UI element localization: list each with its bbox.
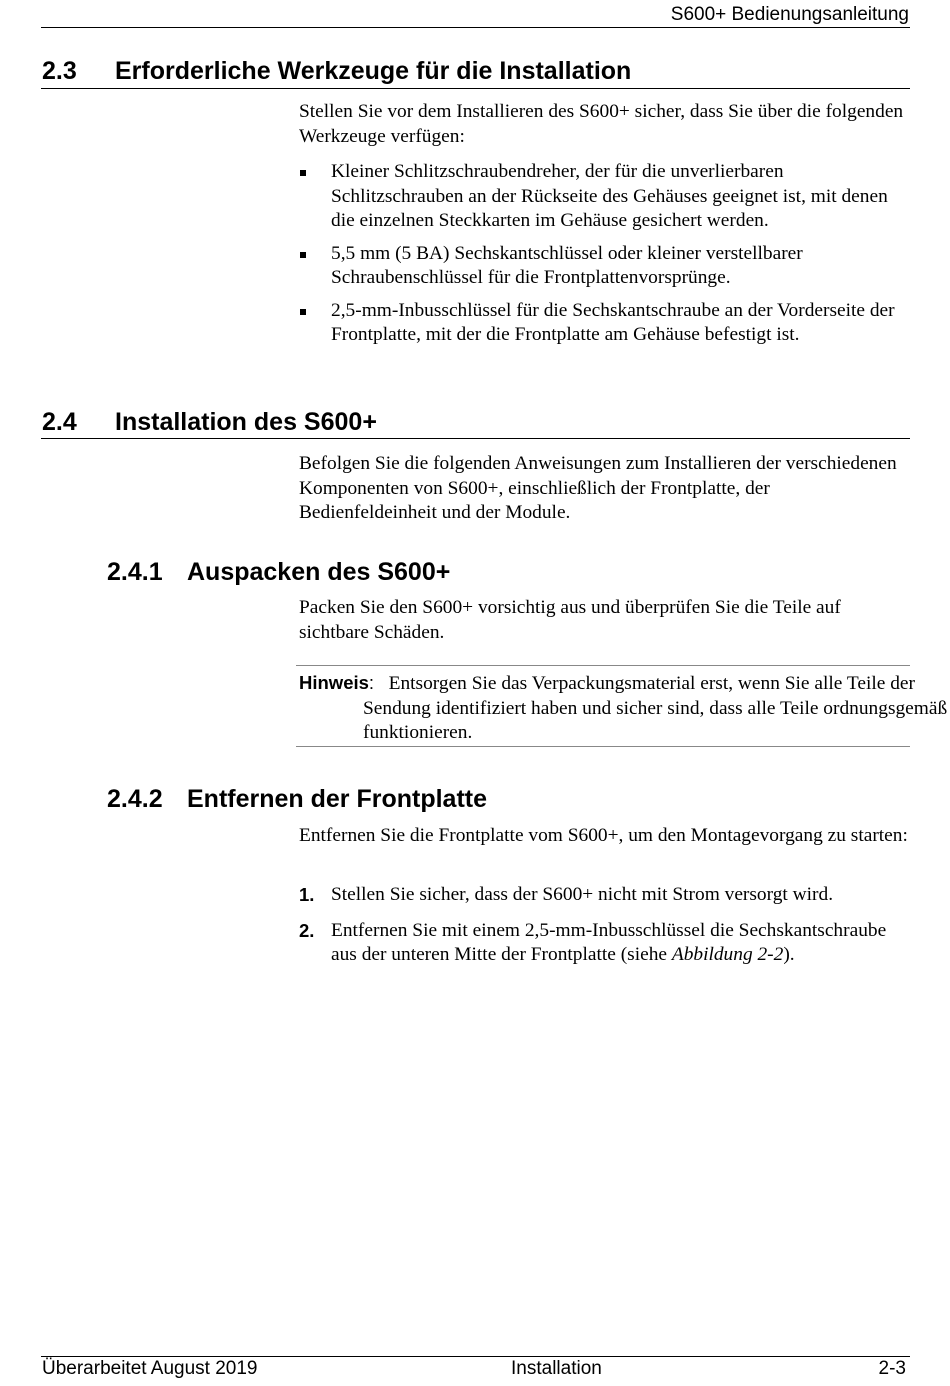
subsection-number: 2.4.1 <box>107 558 163 586</box>
section-number: 2.4 <box>42 408 77 436</box>
running-header: S600+ Bedienungsanleitung <box>670 4 909 25</box>
list-item <box>299 242 911 291</box>
tool-list <box>299 160 911 348</box>
step-item <box>299 919 911 968</box>
note-colon: : <box>368 672 375 693</box>
step-text: Entfernen Sie mit einem 2,5-mm-Inbusschlüssel die Sechskantschraube aus der unteren Mitte der Frontplatte (siehe <box>331 919 887 965</box>
list-item <box>299 299 911 348</box>
subsection-number: 2.4.2 <box>107 785 163 813</box>
section-number: 2.3 <box>42 57 77 85</box>
subsection-title: Entfernen der Frontplatte <box>187 785 488 813</box>
section-intro: Stellen Sie vor dem Installieren des S600+ sicher, dass Sie über die folgenden Werkzeuge verfügen: <box>299 101 904 147</box>
subsection-text: Packen Sie den S600+ vorsichtig aus und überprüfen Sie die Teile auf sichtbare Schäden. <box>299 597 841 643</box>
section-rule <box>41 88 910 89</box>
step-number: 1. <box>299 884 315 905</box>
list-item-text: 2,5-mm-Inbusschlüssel für die Sechskantschraube an der Vorderseite der Frontplatte, mit der die Frontplatte am Gehäuse befestigt ist. <box>331 299 895 345</box>
bullet-icon <box>300 252 306 258</box>
header-rule <box>41 27 910 28</box>
section-title: Installation des S600+ <box>115 408 377 436</box>
section-rule <box>41 438 910 439</box>
step-text: Stellen Sie sicher, dass der S600+ nicht mit Strom versorgt wird. <box>331 884 834 905</box>
bullet-icon <box>300 309 306 315</box>
footer-revision: Überarbeitet August 2019 <box>42 1358 258 1379</box>
bullet-icon <box>300 170 306 176</box>
list-item-text: Kleiner Schlitzschraubendreher, der für die unverlierbaren Schlitzschrauben an der Rückseite des Gehäuses geeignet ist, mit denen die einzelnen Steckkarten im Gehäuse gesichert werden. <box>331 161 888 231</box>
note-rule-top <box>296 665 910 666</box>
step-list <box>299 883 911 968</box>
note-label: Hinweis <box>299 672 369 693</box>
subsection-intro: Entfernen Sie die Frontplatte vom S600+, um den Montagevorgang zu starten: <box>299 825 908 846</box>
footer-page-number: 2-3 <box>878 1358 906 1379</box>
step-number: 2. <box>299 919 315 941</box>
footer-chapter: Installation <box>511 1358 602 1379</box>
footer-rule <box>41 1356 910 1357</box>
list-item-text: 5,5 mm (5 BA) Sechskantschlüssel oder kleiner verstellbarer Schraubenschlüssel für die Frontplattenvorsprünge. <box>331 242 803 288</box>
note-box <box>299 671 950 746</box>
step-text-tail: ). <box>783 944 795 965</box>
subsection-title: Auspacken des S600+ <box>187 558 451 586</box>
note-rule-bottom <box>296 746 910 747</box>
note-text: Entsorgen Sie das Verpackungsmaterial erst, wenn Sie alle Teile der Sendung identifiziert haben und sicher sind, dass alle Teile ordnungsgemäß funktionieren. <box>363 673 948 743</box>
figure-reference-link[interactable]: Abbildung 2-2 <box>671 944 784 965</box>
section-intro: Befolgen Sie die folgenden Anweisungen zum Installieren der verschiedenen Komponenten von S600+, einschließlich der Frontplatte, der Bedienfeldeinheit und der Module. <box>299 453 897 523</box>
step-item <box>299 883 911 908</box>
list-item <box>299 160 911 234</box>
section-title: Erforderliche Werkzeuge für die Installation <box>115 57 632 85</box>
